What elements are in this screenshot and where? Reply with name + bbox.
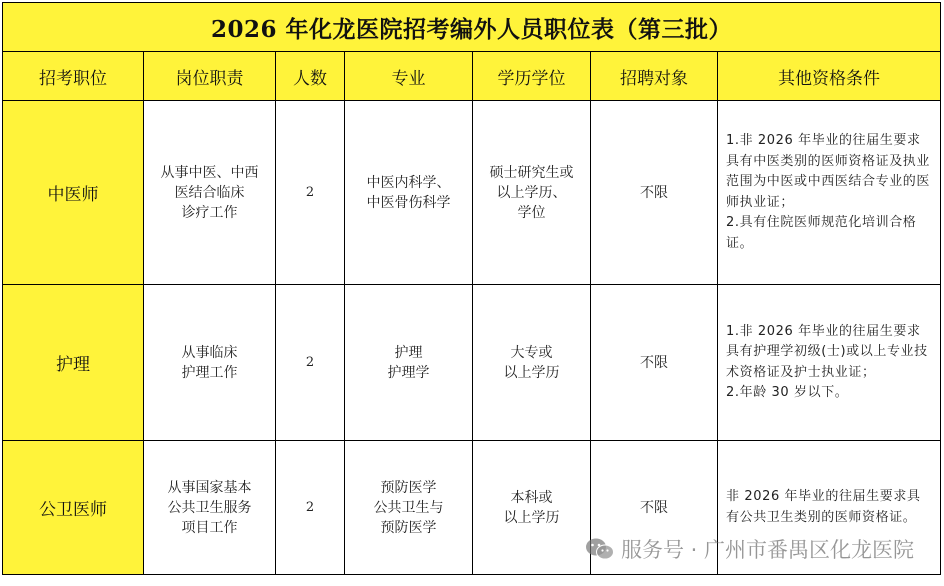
position-cell: 护理 <box>3 285 144 441</box>
condition-item: 1.非 2026 年毕业的往届生要求具有中医类别的医师资格证及执业范围为中医或中西医结合专业的医师执业证； <box>726 133 931 210</box>
condition-item: 2.具有住院医师规范化培训合格证。 <box>726 215 917 251</box>
header-conditions: 其他资格条件 <box>718 52 941 101</box>
job-positions-table <box>2 2 941 575</box>
table-row <box>3 285 941 441</box>
count-cell: 2 <box>276 441 345 575</box>
education-cell: 本科或 以上学历 <box>503 489 560 526</box>
count-cell: 2 <box>276 101 345 285</box>
conditions-cell <box>718 285 941 441</box>
table-title: 2026 年化龙医院招考编外人员职位表（第三批） <box>3 3 941 52</box>
header-duties: 岗位职责 <box>144 52 276 101</box>
education-cell: 大专或 以上学历 <box>503 344 560 381</box>
position-cell: 公卫医师 <box>3 441 144 575</box>
job-table-page <box>2 2 940 580</box>
header-count: 人数 <box>276 52 345 101</box>
header-major: 专业 <box>345 52 473 101</box>
position-cell: 中医师 <box>3 101 144 285</box>
target-cell: 不限 <box>591 285 718 441</box>
table-row <box>3 101 941 285</box>
target-cell: 不限 <box>591 441 718 575</box>
condition-item: 非 2026 年毕业的往届生要求具有公共卫生类别的医师资格证。 <box>726 489 921 525</box>
major-cell: 护理 护理学 <box>387 344 430 381</box>
header-education: 学历学位 <box>473 52 591 101</box>
duties-cell: 从事国家基本 公共卫生服务 项目工作 <box>167 479 252 536</box>
major-cell: 预防医学 公共卫生与 预防医学 <box>373 479 444 536</box>
condition-item: 1.非 2026 年毕业的往届生要求具有护理学初级(士)或以上专业技术资格证及护士执业证； <box>726 323 928 380</box>
header-target: 招聘对象 <box>591 52 718 101</box>
conditions-cell <box>718 101 941 285</box>
major-cell: 中医内科学、 中医骨伤科学 <box>366 174 451 211</box>
header-position: 招考职位 <box>3 52 144 101</box>
watermark-text: 服务号 · 广州市番禺区化龙医院 <box>620 538 914 562</box>
condition-item: 2.年龄 30 岁以下。 <box>726 385 849 400</box>
table-row <box>3 441 941 575</box>
education-cell: 硕士研究生或 以上学历、 学位 <box>489 164 574 221</box>
count-cell: 2 <box>276 285 345 441</box>
duties-cell: 从事临床 护理工作 <box>181 344 238 381</box>
conditions-cell <box>718 441 941 575</box>
duties-cell: 从事中医、中西 医结合临床 诊疗工作 <box>160 164 259 221</box>
target-cell: 不限 <box>591 101 718 285</box>
